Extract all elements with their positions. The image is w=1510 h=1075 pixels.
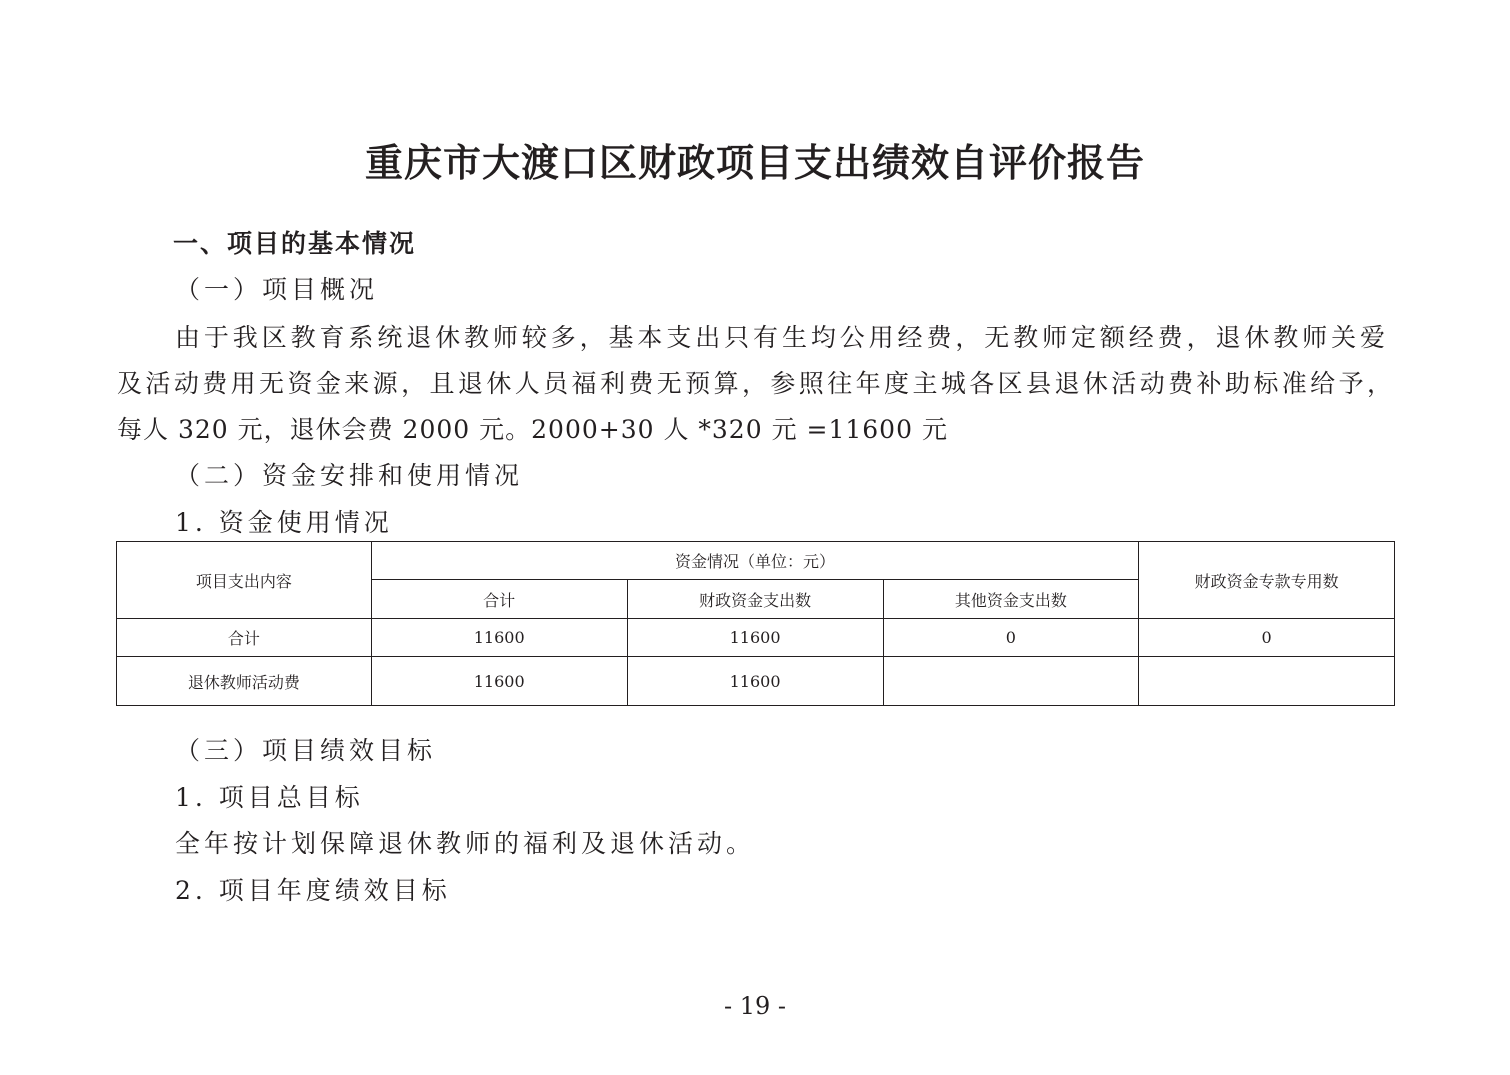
- subsection-heading: （一）项目概况: [175, 275, 379, 304]
- document-title: 重庆市大渡口区财政项目支出绩效自评价报告: [364, 140, 1145, 185]
- page-number: - 19 -: [723, 992, 786, 1020]
- cell-name: 退休教师活动费: [117, 657, 372, 706]
- paragraph-line: 由于我区教育系统退休教师较多，基本支出只有生均公用经费，无教师定额经费，退休教师关爱: [175, 323, 1385, 352]
- cell-other: [883, 657, 1139, 706]
- paragraph: 全年按计划保障退休教师的福利及退休活动。: [175, 829, 756, 858]
- subsection-heading: 1. 资金使用情况: [175, 508, 393, 537]
- subsection-heading: （三）项目绩效目标: [175, 736, 437, 765]
- section-heading: 一、项目的基本情况: [173, 229, 417, 258]
- header-content: 项目支出内容: [117, 542, 372, 619]
- paragraph-line: 及活动费用无资金来源，且退休人员福利费无预算，参照往年度主城各区县退休活动费补助标准给予，: [117, 369, 1392, 398]
- subsection-heading: 1. 项目总目标: [175, 783, 364, 812]
- header-total: 合计: [371, 580, 627, 619]
- header-funds: 资金情况（单位：元）: [371, 542, 1139, 580]
- header-other: 其他资金支出数: [883, 580, 1139, 619]
- header-special: 财政资金专款专用数: [1139, 542, 1395, 619]
- subsection-heading: （二）资金安排和使用情况: [175, 461, 524, 490]
- cell-special: [1139, 657, 1395, 706]
- header-fiscal: 财政资金支出数: [627, 580, 883, 619]
- cell-name: 合计: [117, 619, 372, 657]
- table-row: [117, 619, 1395, 657]
- paragraph-line: 每人 320 元，退休会费 2000 元。2000+30 人 *320 元 =11600 元: [117, 415, 948, 444]
- cell-fiscal: 11600: [627, 657, 883, 706]
- cell-total: 11600: [371, 657, 627, 706]
- cell-other: 0: [883, 619, 1139, 657]
- cell-special: 0: [1139, 619, 1395, 657]
- subsection-heading: 2. 项目年度绩效目标: [175, 876, 451, 905]
- cell-total: 11600: [371, 619, 627, 657]
- table-row: [117, 657, 1395, 706]
- cell-fiscal: 11600: [627, 619, 883, 657]
- funds-table: [116, 541, 1395, 706]
